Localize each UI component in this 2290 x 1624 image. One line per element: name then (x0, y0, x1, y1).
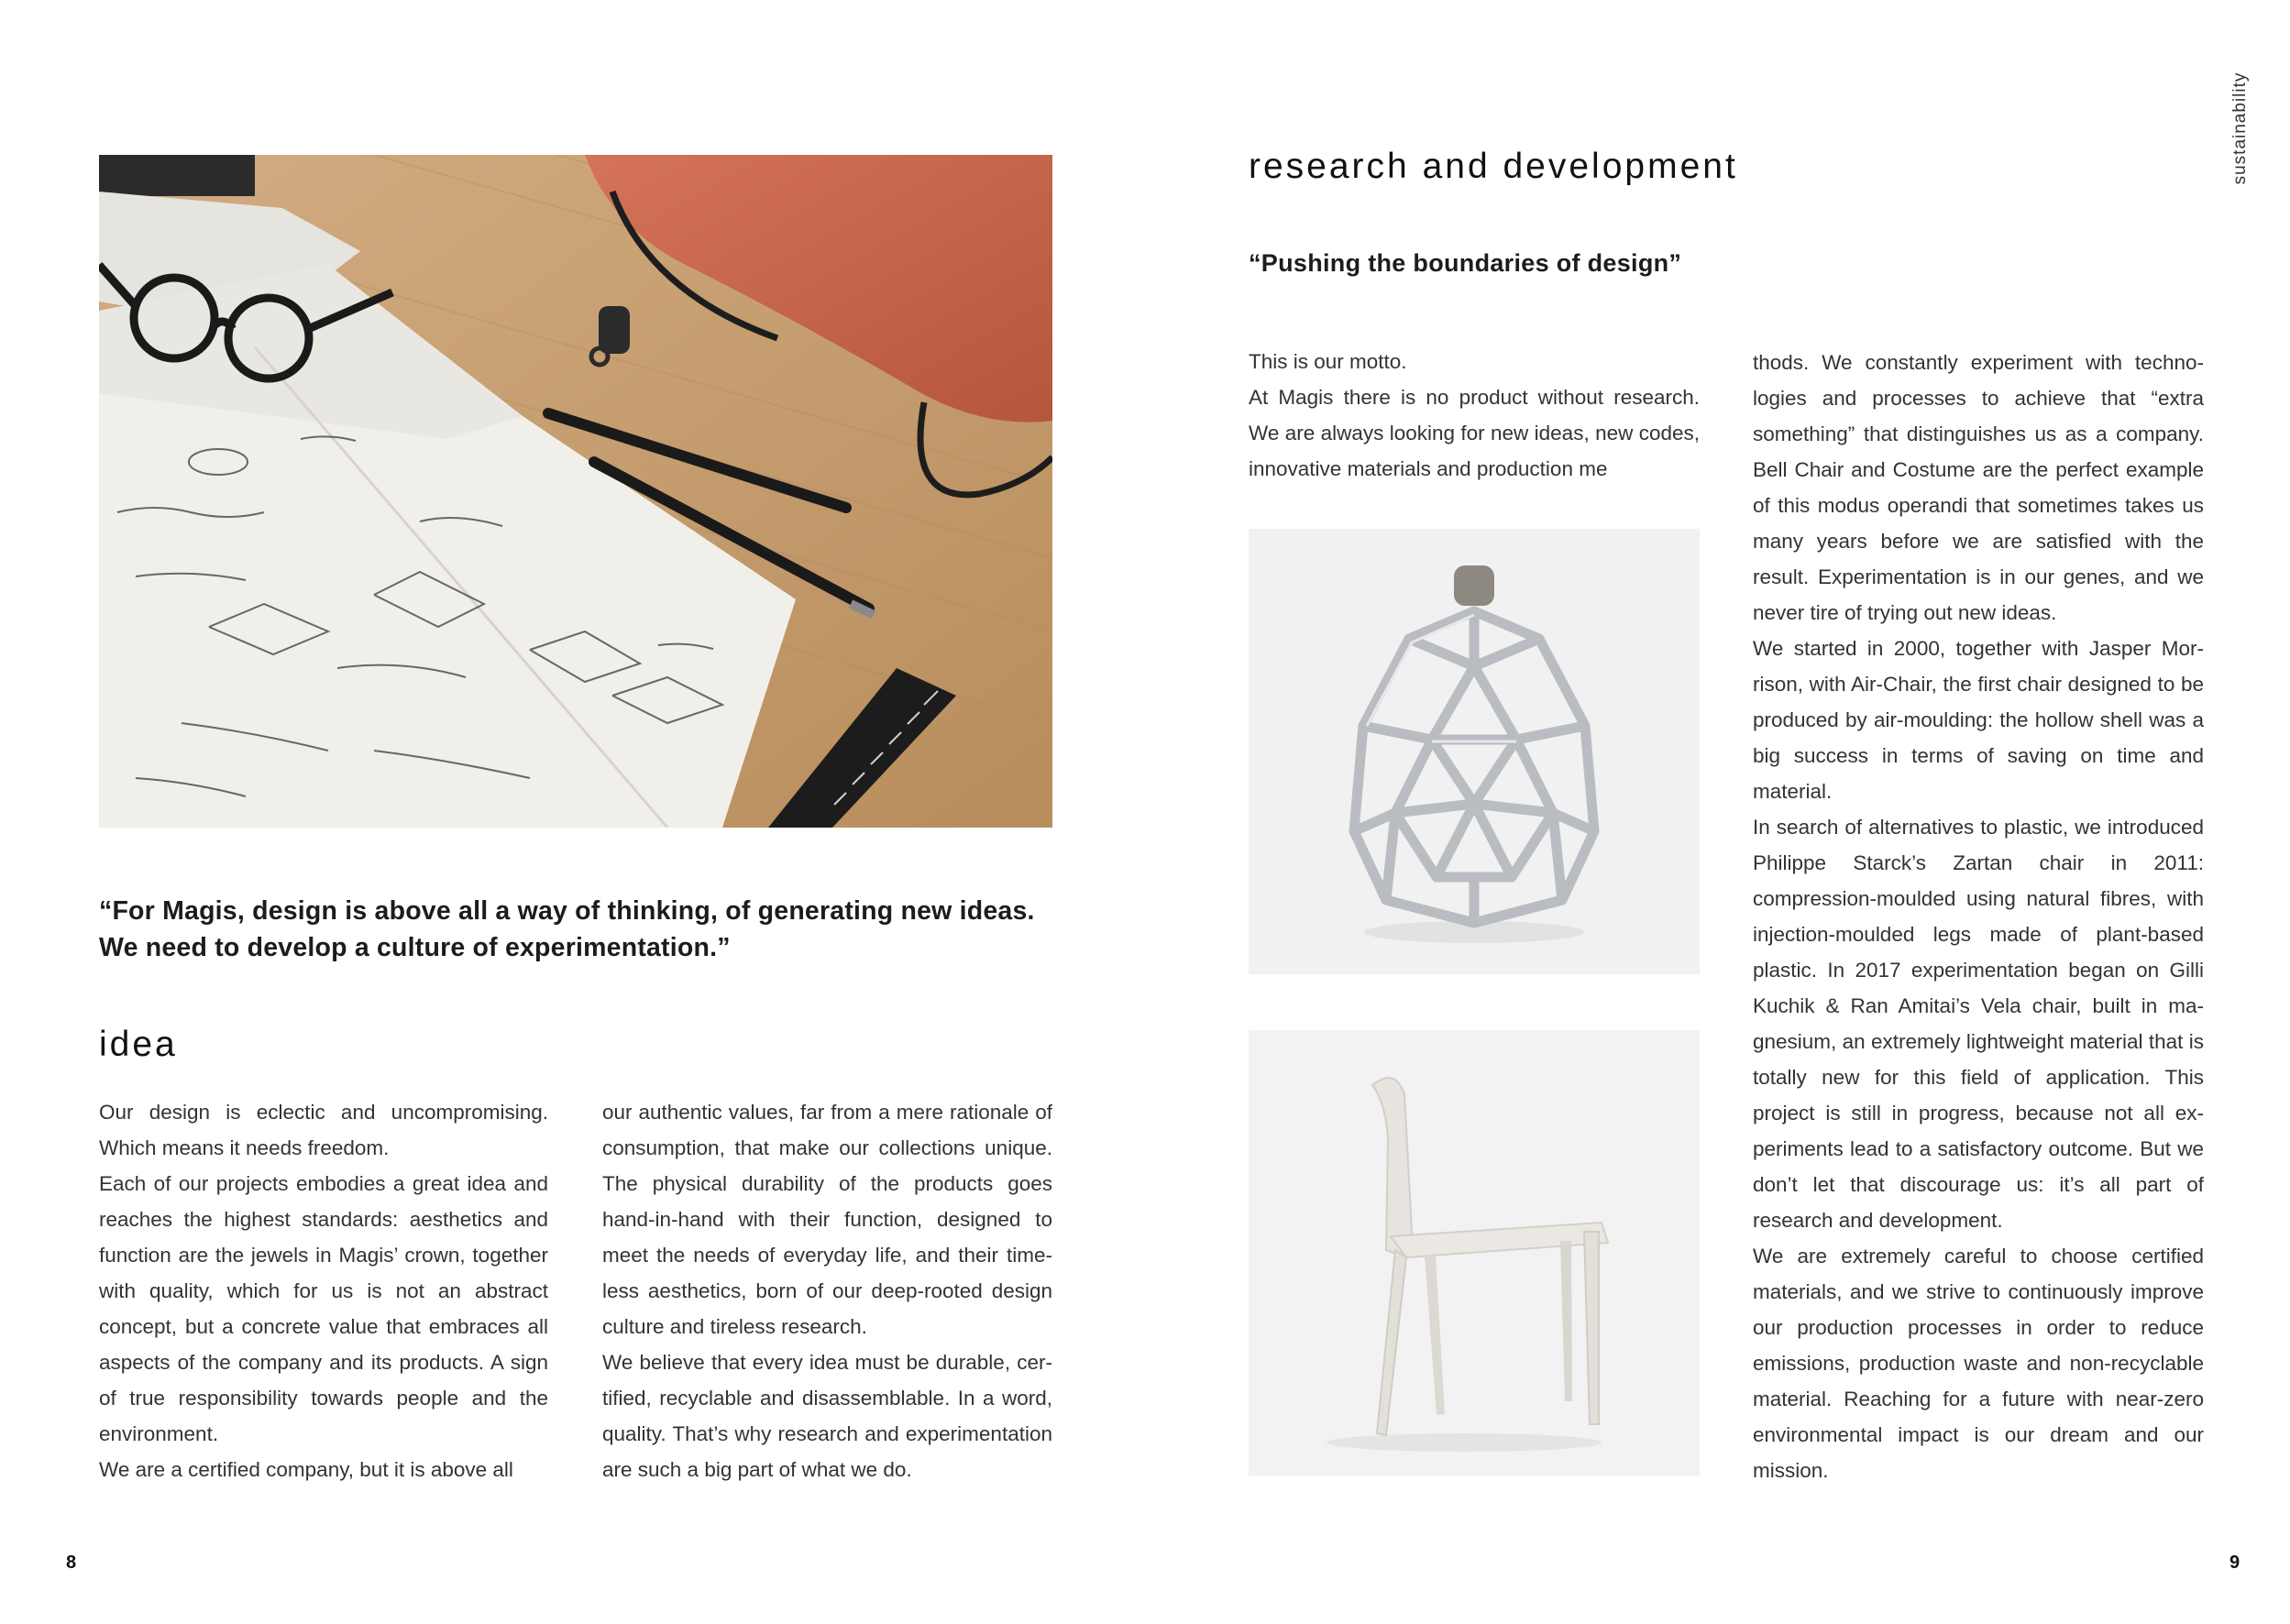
research-paragraph: We started in 2000, together with Jasper Morrison, with Air-Chair, the first chair designed to be produced by air-moulding: the hollow shell was a big success in terms of saving on time and material. (1753, 637, 2204, 803)
research-column-2 (1753, 345, 2204, 1488)
idea-paragraph: Our design is eclectic and uncompromising. Which means it needs freedom. (99, 1101, 548, 1159)
side-label-text: sustainability (2230, 71, 2250, 185)
idea-heading: idea (99, 1025, 178, 1064)
desk-photo (99, 155, 1052, 828)
research-paragraph: thods. We constantly experiment with technologies and processes to achieve that “extra something” that distinguishes us as a company. Bell Chair and Costume are the perfect example of this modus operandi that sometimes takes us many years before we are satisfied with the result. Experimentation is in our genes, and we never tire of trying out new ideas. (1753, 351, 2204, 624)
idea-paragraph: We are a certified company, but it is above all (99, 1458, 513, 1481)
research-paragraph: This is our motto. (1249, 350, 1407, 373)
pull-quote: “For Magis, design is above all a way of thinking, of generating new ideas. We need to develop a culture of experimentation.” (99, 896, 1035, 962)
section-side-label (2229, 69, 2251, 188)
research-heading: research and development (1249, 147, 1738, 186)
idea-column-2 (602, 1094, 1052, 1487)
research-paragraph: We are extremely careful to choose certified materials, and we strive to continuously improve our production processes in order to reduce emissions, production waste and non-recyclable material. Reaching for a future with near-zero environmental impact is our dream and our mission. (1753, 1245, 2204, 1482)
zartan-chair-photo (1249, 529, 1700, 974)
idea-paragraph: Each of our projects embodies a great idea and reaches the highest standards: aesthetics and function are the jewels in Magis’ crown, together with quality, which for us is not an abstract concept, but a concrete value that embraces all aspects of the company and its products. A sign of true responsibility towards people and the environment. (99, 1172, 548, 1445)
idea-paragraph: We believe that every idea must be durable, certified, recyclable and disassemblable. In a word, quality. That’s why research and experimentation are such a big part of what we do. (602, 1351, 1052, 1481)
page-number-right: 9 (2229, 1553, 2240, 1573)
idea-column-1 (99, 1094, 548, 1487)
motto: “Pushing the boundaries of design” (1249, 249, 1682, 277)
research-column-1 (1249, 344, 1700, 487)
page-number-left: 8 (66, 1553, 77, 1573)
research-paragraph: At Magis there is no product without research. We are always looking for new ideas, new codes, innovative materials and production me (1249, 386, 1700, 480)
idea-paragraph: our authentic values, far from a mere rationale of consumption, that make our collections unique. The physical durability of the products goes hand-in-hand with their function, designed to meet the needs of everyday life, and their timeless aesthetics, born of our deep-rooted design culture and tireless research. (602, 1101, 1052, 1338)
vela-chair-photo (1249, 1030, 1700, 1476)
research-paragraph: In search of alternatives to plastic, we introduced Philippe Starck’s Zartan chair in 2011: compression-moulded using natural fibres, with injection-moulded legs made of plant-based plastic. In 2017 experimentation began on Gilli Kuchik & Ran Amitai’s Vela chair, built in magnesium, an extremely lightweight material that is totally new for this field of application. This project is still in progress, because not all experiments lead to a satisfactory outcome. But we don’t let that discourage us: it’s all part of research and development. (1753, 816, 2204, 1232)
